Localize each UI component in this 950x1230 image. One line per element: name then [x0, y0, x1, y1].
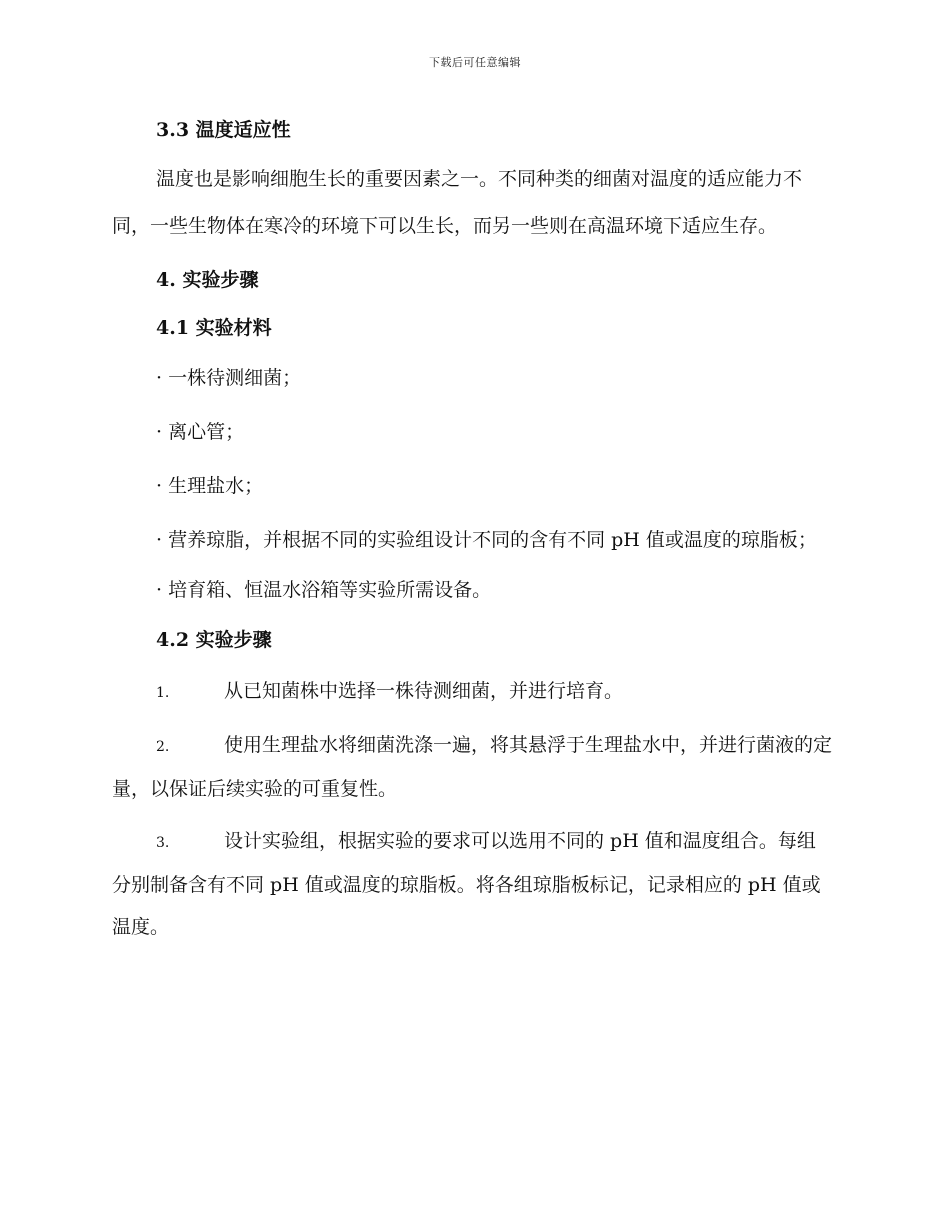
materials-item: · 一株待测细菌； [156, 367, 302, 389]
step-item [112, 724, 832, 810]
step-number: 2. [156, 739, 170, 755]
section-4-2-heading: 4.2 实验步骤 [156, 629, 272, 651]
step-item [112, 670, 832, 714]
materials-item: · 离心管； [156, 421, 245, 443]
section-4-heading: 4. 实验步骤 [156, 269, 259, 291]
document-body [112, 110, 832, 948]
header-note: 下载后可任意编辑 [429, 56, 521, 69]
step-number: 1. [156, 685, 170, 701]
materials-item: · 培育箱、恒温水浴箱等实验所需设备。 [156, 579, 492, 601]
step-text: 从已知菌株中选择一株待测细菌，并进行培育。 [224, 680, 624, 702]
section-4-1-heading: 4.1 实验材料 [156, 317, 272, 339]
step-item [112, 820, 832, 948]
step-number: 3. [156, 835, 170, 851]
section-3-3-paragraph: 温度也是影响细胞生长的重要因素之一。不同种类的细菌对温度的适应能力不同，一些生物体在寒冷的环境下可以生长，而另一些则在高温环境下适应生存。 [112, 168, 803, 237]
materials-item: · 营养琼脂，并根据不同的实验组设计不同的含有不同 pH 值或温度的琼脂板； [156, 529, 817, 551]
step-text: 使用生理盐水将细菌洗涤一遍，将其悬浮于生理盐水中，并进行菌液的定量，以保证后续实验的可重复性。 [112, 734, 833, 800]
step-text: 设计实验组，根据实验的要求可以选用不同的 pH 值和温度组合。每组分别制备含有不同 pH 值或温度的琼脂板。将各组琼脂板标记，记录相应的 pH 值或温度。 [112, 830, 821, 938]
section-3-3-heading: 3.3 温度适应性 [156, 119, 291, 141]
materials-item: · 生理盐水； [156, 475, 264, 497]
